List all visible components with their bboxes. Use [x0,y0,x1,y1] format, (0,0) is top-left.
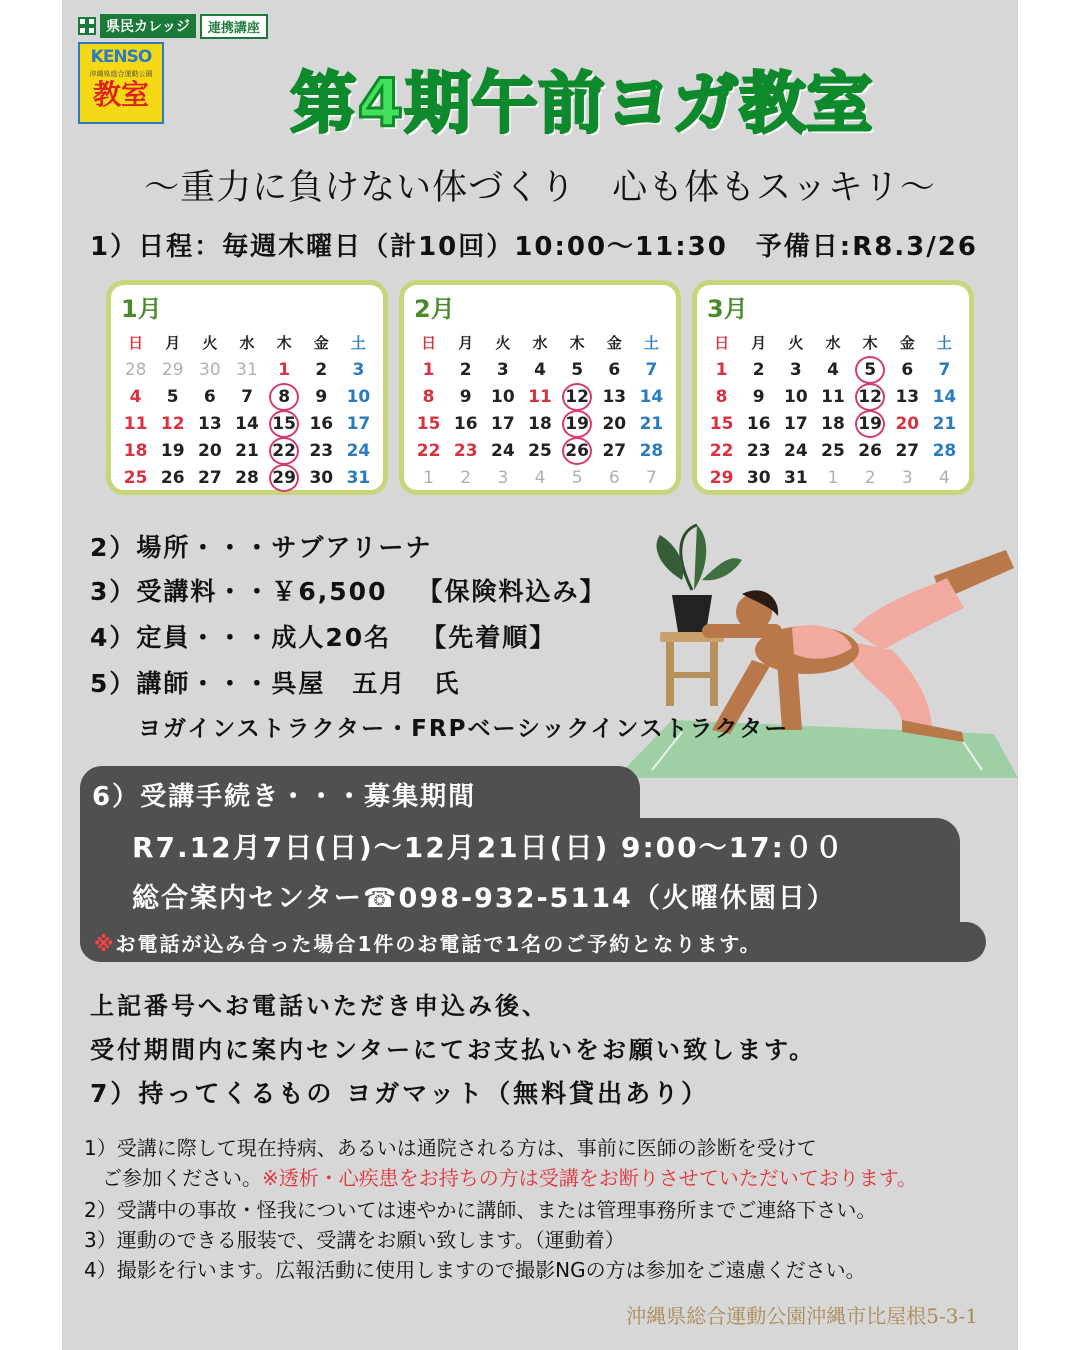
calendar-day: 19 [852,412,889,436]
calendar-day: 26 [559,439,596,463]
calendar-day: 9 [459,387,472,407]
calendar-day: 6 [203,387,216,407]
calendar-day: 28 [124,360,147,380]
procedure-heading: 6）受講手続き・・・募集期間 [92,782,477,812]
info-fee-text: 3）受講料・・￥6,500 [90,577,388,606]
calendar-day: 11 [123,414,148,434]
calendar-day: 19 [160,441,185,461]
calendar-day: 1 [715,360,728,380]
calendar-day: 8 [715,387,728,407]
calendar-day: 7 [938,360,951,380]
calendar-day: 18 [821,414,845,434]
calendar-day: 27 [198,468,222,488]
calendar-day: 1 [422,360,435,380]
calendar-day: 13 [602,387,627,407]
calendar-day: 29 [161,360,184,380]
calendar-day: 15 [709,414,734,434]
weekday-header: 土 [643,334,659,352]
calendar-day: 2 [459,360,472,380]
calendar-day: 5 [852,358,889,382]
warning-mark: ※ [94,932,116,956]
calendar-day: 9 [315,387,328,407]
note-2: 2）受講中の事故・怪我については速やかに講師、または管理事務所までご連絡下さい。 [84,1198,877,1222]
weekday-header: 日 [421,334,437,352]
calendar-day: 10 [346,387,371,407]
calendar-day: 3 [901,468,913,488]
calendar-day: 8 [422,387,435,407]
calendar-day: 2 [315,360,328,380]
calendar-month: 3月 [707,295,748,323]
checker-icon [78,17,96,35]
calendar-february [399,280,681,495]
weekday-header: 月 [751,334,767,352]
calendar-day: 16 [453,414,478,434]
weekday-header: 水 [532,334,548,352]
calendar-day: 31 [784,468,808,488]
info-place: 2）場所・・・サブアリーナ [90,533,433,562]
calendar-month: 2月 [414,295,455,323]
page-title: 第4期午前ヨガ教室 [290,65,874,142]
calendar-day: 21 [639,414,664,434]
calendar-grid [410,331,670,490]
calendar-day: 4 [939,468,950,488]
info-capacity [90,618,556,654]
calendar-day: 28 [235,468,259,488]
calendar-day: 5 [571,468,583,488]
weekday-header: 月 [458,334,474,352]
subtitle: 〜重力に負けない体づくり 心も体もスッキリ〜 [144,168,936,208]
calendar-day: 9 [752,387,765,407]
procedure-warning [94,928,762,957]
weekday-header: 木 [862,334,878,352]
calendar-day: 25 [528,441,552,461]
calendar-day: 4 [129,387,142,407]
procedure-box [80,766,980,962]
note-3: 3）運動のできる服装で、受講をお願い致します。（運動着） [84,1228,625,1252]
weekday-header: 月 [165,334,181,352]
kenmin-college-logo [78,14,268,38]
weekday-header: 土 [350,334,366,352]
calendar-day: 23 [746,441,771,461]
after-line-1: 上記番号へお電話いただき申込み後、 [90,992,549,1020]
calendar-day: 14 [639,387,664,407]
calendar-day: 7 [241,387,253,407]
info-fee [90,572,607,608]
calendar-day: 24 [491,441,515,461]
calendar-day: 28 [932,441,957,461]
calendar-day: 30 [746,468,771,488]
calendar-day: 27 [602,441,627,461]
calendar-day: 20 [602,414,627,434]
weekday-header: 日 [128,334,144,352]
calendar-day: 22 [266,439,303,463]
calendar-day: 14 [932,387,957,407]
calendar-day: 2 [864,468,876,488]
calendar-day: 22 [709,441,734,461]
calendar-day: 16 [746,414,771,434]
kenso-logo-sub: 沖縄県総合運動公園 [89,70,153,78]
calendar-day: 3 [496,360,509,380]
calendar-day: 19 [559,412,596,436]
calendar-day: 31 [236,360,258,380]
calendar-day: 16 [309,414,334,434]
bring-items: 7）持ってくるもの ヨガマット（無料貸出あり） [90,1079,710,1108]
calendar-day: 27 [895,441,920,461]
schedule-line: 1）日程：毎週木曜日（計10回）10:00～11:30 予備日:R8.3/26 [90,232,978,262]
calendar-day: 1 [423,468,434,488]
calendar-day: 8 [266,385,303,409]
calendar-day: 10 [491,387,515,407]
calendar-day: 28 [639,441,664,461]
weekday-header: 木 [276,334,292,352]
calendar-day: 20 [198,441,222,461]
calendar-day: 21 [235,441,259,461]
calendar-day: 18 [528,414,552,434]
calendar-day: 13 [198,414,222,434]
calendar-day: 17 [491,414,515,434]
calendar-day: 29 [709,468,734,488]
info-fee-tag: 【保険料込み】 [417,577,607,606]
note-1-warning: ※透析・心疾患をお持ちの方は受講をお断りさせていただいております。 [262,1166,918,1190]
kenso-logo-text: KENSO [90,47,152,67]
calendar-day: 23 [453,441,478,461]
calendar-day: 24 [784,441,808,461]
procedure-period: R7.12月7日(日)～12月21日(日) 9:00～17:００ [132,831,845,864]
calendar-day: 10 [784,387,808,407]
calendar-day: 3 [497,468,509,488]
calendar-day: 7 [645,360,658,380]
procedure-phone: 総合案内センター☎098-932-5114（火曜休園日） [132,883,836,914]
plant-icon [656,525,742,632]
note-4: 4）撮影を行います。広報活動に使用しますので撮影NGの方は参加をご遠慮ください。 [84,1258,866,1282]
calendar-day: 14 [235,414,259,434]
calendar-day: 17 [346,414,371,434]
calendar-day: 17 [784,414,808,434]
weekday-header: 水 [825,334,841,352]
weekday-header: 金 [899,334,915,352]
weekday-header: 金 [606,334,622,352]
calendar-day: 23 [309,441,334,461]
kenso-kyoshitsu: 教室 [92,78,149,111]
calendar-day: 31 [346,468,371,488]
calendar-day: 29 [266,466,303,490]
calendar-january [106,280,388,495]
calendar-day: 7 [646,468,657,488]
info-instructor-title: ヨガインストラクター・FRPベーシックインストラクター [138,716,790,742]
renkei-label: 連携講座 [200,14,268,39]
info-instructor: 5）講師・・・呉屋 五月 氏 [90,669,461,698]
calendar-day: 11 [821,387,845,407]
weekday-header: 火 [495,334,511,352]
calendar-grid [703,331,963,490]
calendar-day: 30 [199,360,221,380]
weekday-header: 土 [936,334,952,352]
note-1-cont [102,1162,917,1191]
calendar-month: 1月 [121,295,162,323]
calendar-day: 5 [571,360,584,380]
calendar-day: 3 [789,360,802,380]
weekday-header: 日 [714,334,730,352]
info-capacity-text: 4）定員・・・成人20名 [90,623,392,652]
weekday-header: 金 [313,334,329,352]
weekday-header: 火 [788,334,804,352]
calendar-day: 30 [309,468,334,488]
calendar-day: 15 [416,414,441,434]
info-capacity-tag: 【先着順】 [421,623,557,652]
calendar-day: 24 [346,441,371,461]
calendar-day: 3 [352,360,365,380]
calendar-day: 12 [852,385,889,409]
calendar-day: 6 [608,468,620,488]
calendar-day: 11 [528,387,552,407]
wooden-stool [660,632,724,706]
calendar-grid [117,331,377,490]
calendar-day: 4 [534,468,546,488]
warning-text: お電話が込み合った場合1件のお電話で1名のご予約となります。 [115,932,762,956]
calendar-day: 26 [858,441,882,461]
weekday-header: 火 [202,334,218,352]
calendar-day: 2 [460,468,472,488]
flyer-page [62,0,1018,1350]
kenso-logo [78,42,164,124]
calendar-day: 12 [559,385,596,409]
calendar-day: 20 [895,414,920,434]
weekday-header: 水 [239,334,255,352]
calendar-day: 13 [895,387,920,407]
calendar-day: 1 [827,468,839,488]
calendar-day: 6 [901,360,914,380]
weekday-header: 木 [569,334,585,352]
calendar-day: 2 [752,360,765,380]
calendar-day: 15 [266,412,303,436]
note-1-cont-text: ご参加ください。 [102,1166,262,1190]
calendar-day: 25 [123,468,148,488]
calendar-day: 25 [821,441,845,461]
calendar-day: 21 [932,414,957,434]
calendar-day: 26 [160,468,185,488]
calendar-day: 1 [278,360,291,380]
calendar-day: 18 [123,441,148,461]
address: 沖縄県総合運動公園沖縄市比屋根5-3-1 [626,1304,978,1328]
calendar-day: 12 [160,414,185,434]
note-1: 1）受講に際して現在持病、あるいは通院される方は、事前に医師の診断を受けて [84,1136,817,1160]
kenmin-college-label: 県民カレッジ [100,14,196,38]
calendar-day: 5 [166,387,179,407]
calendar-day: 4 [827,360,839,380]
calendar-march [692,280,974,495]
calendar-day: 22 [416,441,441,461]
calendar-day: 4 [534,360,546,380]
calendar-day: 6 [608,360,621,380]
after-line-2: 受付期間内に案内センターにてお支払いをお願い致します。 [90,1036,817,1064]
